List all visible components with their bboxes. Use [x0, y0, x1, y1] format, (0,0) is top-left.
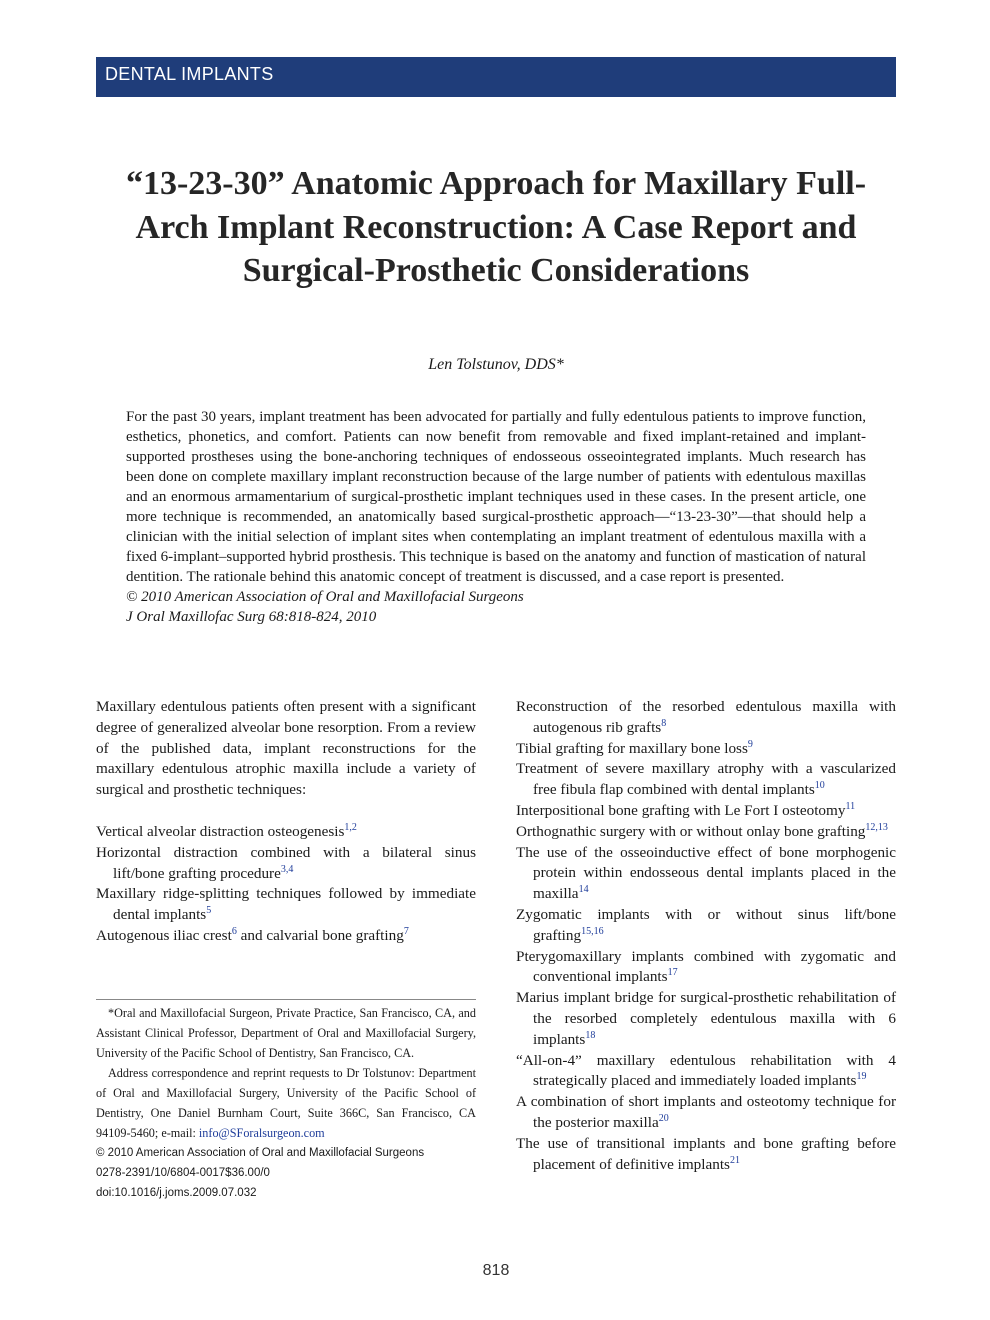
technique-item: [516, 801, 896, 822]
address-text: Address correspondence and reprint requests to Dr Tolstunov: Department of Oral and Maxillofacial Surgery, University of the Pacific School of Dentistry, One Daniel Burnham Court, Suite 366C, San Francisco, CA 94109-5460; e-mail:: [96, 1066, 476, 1140]
technique-item: [516, 843, 896, 905]
correspondence-address: [96, 1063, 476, 1143]
technique-item: [516, 1134, 896, 1176]
technique-list-left: [96, 822, 476, 947]
article-title: “13-23-30” Anatomic Approach for Maxillary Full-Arch Implant Reconstruction: A Case Report and Surgical-Prosthetic Considerations: [125, 165, 867, 289]
technique-text: The use of transitional implants and bone grafting before placement of definitive implants: [516, 1134, 896, 1173]
reference-citation[interactable]: 8: [661, 717, 667, 729]
technique-text: Zygomatic implants with or without sinus lift/bone grafting: [516, 905, 896, 944]
doi-line: doi:10.1016/j.joms.2009.07.032: [96, 1187, 257, 1199]
left-column: [96, 697, 476, 947]
technique-item: [516, 988, 896, 1050]
technique-text: Horizontal distraction combined with a bilateral sinus lift/bone grafting procedure: [96, 843, 476, 882]
technique-text: Pterygomaxillary implants combined with zygomatic and conventional implants: [516, 947, 896, 986]
reference-citation[interactable]: 6: [231, 925, 237, 937]
technique-text: Reconstruction of the resorbed edentulous maxilla with autogenous rib grafts: [516, 698, 896, 736]
technique-text: Vertical alveolar distraction osteogenesis: [96, 822, 345, 840]
reference-citation[interactable]: 20: [658, 1112, 669, 1124]
reference-citation[interactable]: 15,16: [581, 925, 604, 937]
issn-line: 0278-2391/10/6804-0017$36.00/0: [96, 1167, 270, 1179]
author-line: Len Tolstunov, DDS*: [428, 356, 564, 373]
technique-text: Autogenous iliac crest: [96, 926, 232, 944]
footnote-divider: [96, 999, 476, 1000]
technique-text: Tibial grafting for maxillary bone loss: [516, 739, 748, 757]
section-header-bar: [96, 57, 896, 97]
technique-item: [516, 759, 896, 801]
page-number: 818: [482, 1262, 510, 1279]
reference-citation[interactable]: 7: [403, 925, 409, 937]
technique-text: Treatment of severe maxillary atrophy with a vascularized free fibula flap combined with dental implants: [516, 760, 896, 799]
reference-citation[interactable]: 18: [585, 1029, 596, 1041]
technique-item: [96, 926, 476, 947]
technique-text: Interpositional bone grafting with Le Fort I osteotomy: [516, 801, 846, 819]
reference-citation[interactable]: 5: [206, 905, 212, 917]
technique-text: A combination of short implants and osteotomy technique for the posterior maxilla: [516, 1093, 896, 1131]
technique-item: [96, 884, 476, 926]
email-link[interactable]: info@SForalsurgeon.com: [198, 1126, 325, 1140]
technique-text: Maxillary ridge-splitting techniques followed by immediate dental implants: [96, 885, 476, 924]
technique-list-right: [516, 697, 896, 1175]
technique-item: [516, 739, 896, 760]
technique-item: [516, 905, 896, 947]
technique-text: “All-on-4” maxillary edentulous rehabilitation with 4 strategically placed and immediately loaded implants: [516, 1051, 896, 1090]
author-affiliation: *Oral and Maxillofacial Surgeon, Private Practice, San Francisco, CA, and Assistant Clinical Professor, Department of Oral and Maxillofacial Surgery, University of the Pacific School of Dentistry, San Francisco, CA.: [96, 1006, 476, 1060]
abstract-copyright: © 2010 American Association of Oral and Maxillofacial Surgeons: [126, 589, 524, 605]
technique-item: [96, 843, 476, 885]
technique-item: [516, 1092, 896, 1134]
intro-paragraph: Maxillary edentulous patients often present with a significant degree of generalized alveolar bone resorption. From a review of the published data, implant reconstructions for the maxillary edentulous atrophic maxilla include a variety of surgical and prosthetic techniques:: [96, 698, 476, 799]
reference-citation[interactable]: 12,13: [865, 821, 888, 833]
reference-citation[interactable]: 1,2: [344, 821, 357, 833]
reference-citation[interactable]: 21: [729, 1154, 740, 1166]
technique-item: [516, 822, 896, 843]
technique-item: [516, 1051, 896, 1093]
technique-item: [96, 822, 476, 843]
technique-text: Orthognathic surgery with or without onlay bone grafting: [516, 822, 866, 840]
section-label: DENTAL IMPLANTS: [105, 64, 274, 84]
technique-item: [516, 947, 896, 989]
footnote-copyright: © 2010 American Association of Oral and Maxillofacial Surgeons: [96, 1147, 425, 1159]
footnote: [96, 1003, 476, 1203]
reference-citation[interactable]: 10: [814, 780, 825, 792]
abstract: [126, 407, 866, 627]
abstract-text: For the past 30 years, implant treatment has been advocated for partially and fully edentulous patients to improve function, esthetics, phonetics, and comfort. Patients can now benefit from removable and fixed implant-retained and implant-supported prostheses using the bone-anchoring techniques of endosseous osseointegrated implants. Much research has been done on complete maxillary implant reconstruction because of the large number of patients with edentulous maxillas and an enormous armamentarium of surgical-prosthetic implant techniques used in these cases. In the present article, one more technique is recommended, an anatomically based surgical-prosthetic approach—“13-23-30”—that should help a clinician with the initial selection of implant sites when contemplating an implant treatment of edentulous maxilla with a fixed 6-implant–supported hybrid prosthesis. This technique is based on the anatomy and function of mastication of natural dentition. The rationale behind this anatomic concept of treatment is discussed, and a case report is presented.: [126, 409, 866, 585]
technique-text: The use of the osseoinductive effect of bone morphogenic protein within endosseous dental implants placed in the maxilla: [516, 843, 896, 903]
technique-text: and calvarial bone grafting: [236, 926, 404, 944]
right-column: [516, 697, 896, 1175]
reference-citation[interactable]: 9: [747, 738, 753, 750]
reference-citation[interactable]: 14: [578, 884, 589, 896]
technique-item: [516, 697, 896, 739]
reference-citation[interactable]: 19: [856, 1071, 867, 1083]
reference-citation[interactable]: 11: [845, 800, 856, 812]
technique-text: Marius implant bridge for surgical-prosthetic rehabilitation of the resorbed completely edentulous maxilla with 6 implants: [516, 989, 896, 1048]
reference-citation[interactable]: 3,4: [280, 863, 294, 875]
reference-citation[interactable]: 17: [667, 967, 678, 979]
journal-citation: J Oral Maxillofac Surg 68:818-824, 2010: [126, 609, 377, 625]
